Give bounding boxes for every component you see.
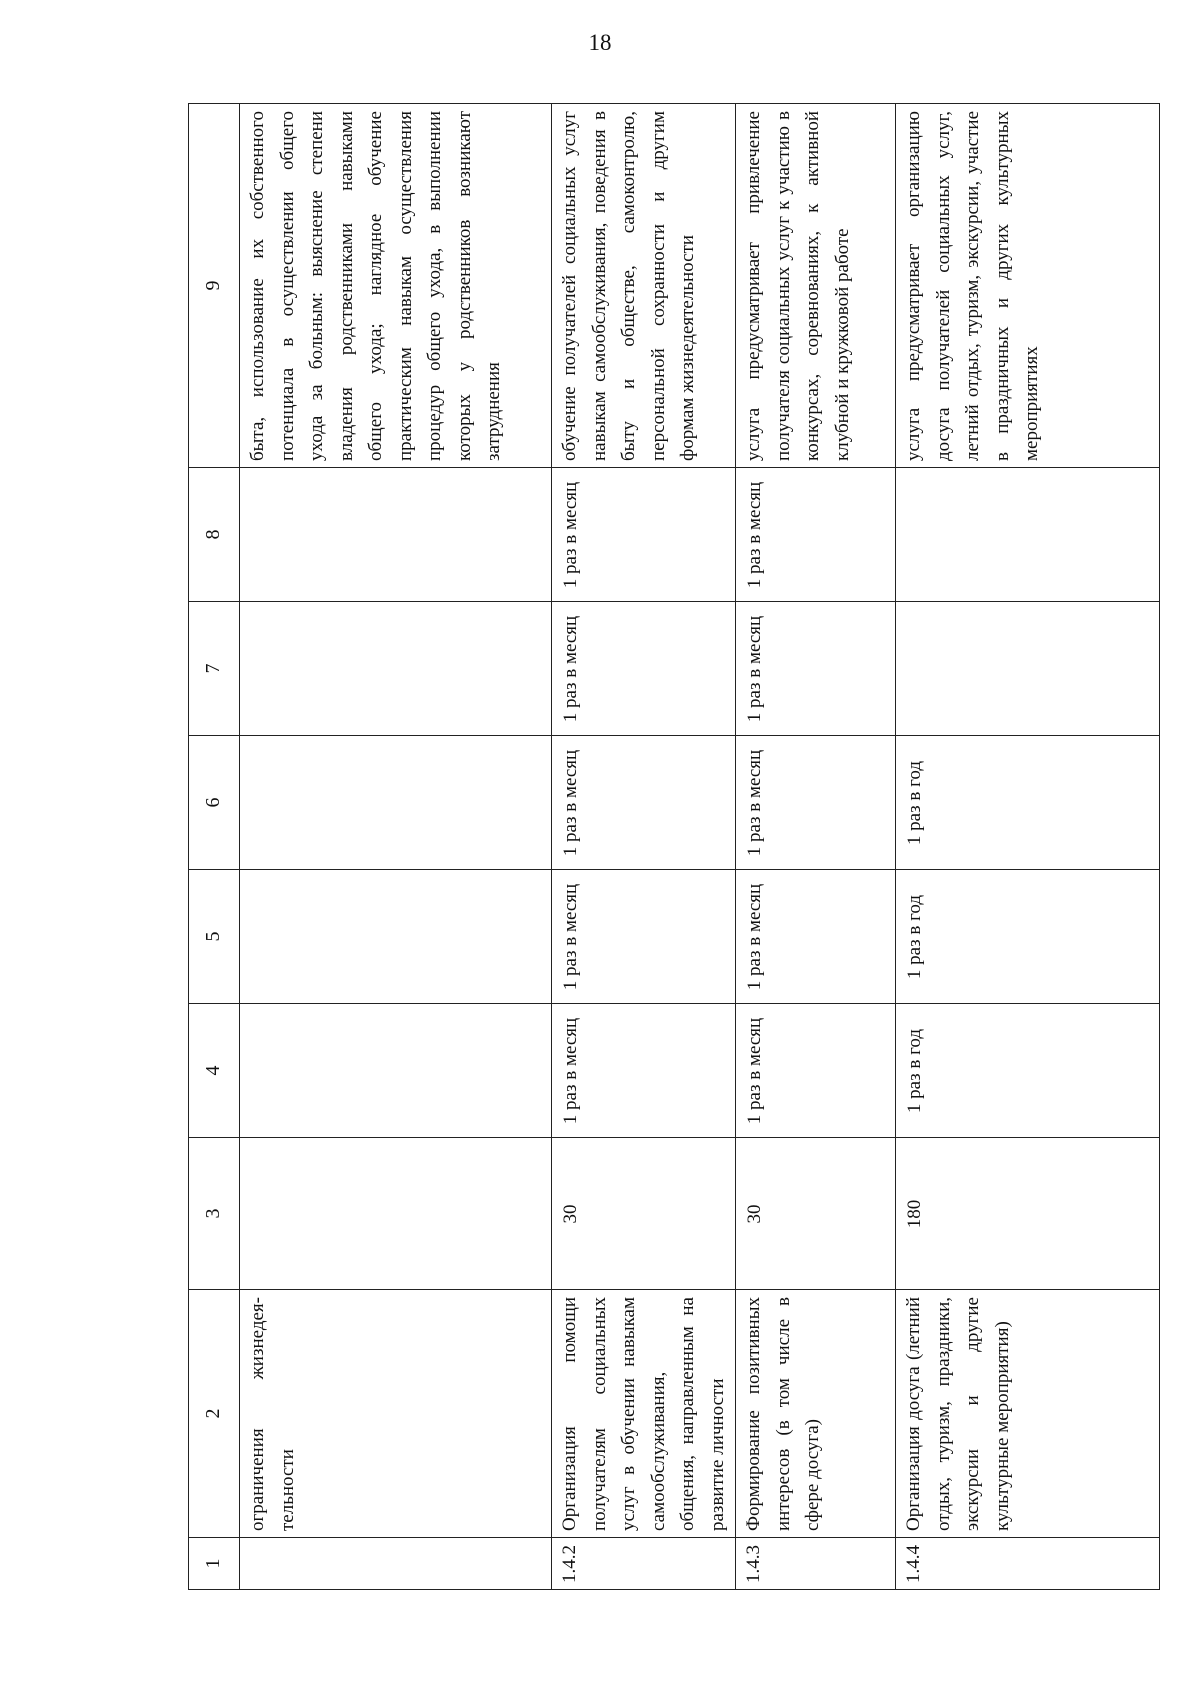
cell-col-8-text (896, 468, 903, 601)
cell-col-6 (736, 736, 896, 870)
header-col-3: 3 (189, 1138, 240, 1290)
cell-service-text: ограничения жизнедея-тельности (247, 1297, 298, 1531)
cell-description (552, 104, 736, 468)
cell-description-text: быта, использование их собственного потенциала в осуществлении общего ухода за больным: выяснение степени владения родственниками навыками общего ухода; наглядное обучение практическим навыкам осуществления процедур общего ухода, в выполнении которых у родственников возникают затруднения (247, 111, 504, 461)
cell-col-5-text: 1 раз в год (904, 894, 925, 980)
cell-col-7 (896, 602, 1160, 736)
cell-col-7 (552, 602, 736, 736)
cell-col-8 (552, 468, 736, 602)
header-row (189, 104, 240, 1590)
cell-col-3-text: 180 (904, 1199, 925, 1229)
cell-col-5 (896, 870, 1160, 1004)
cell-service-text: Организация помощи получателям социальных услуг в обучении навыкам самообслуживания, общения, направленным на развитие личности (559, 1297, 728, 1531)
cell-service (240, 1290, 552, 1538)
cell-col-8 (896, 468, 1160, 602)
cell-col-4-text: 1 раз в год (904, 1028, 925, 1114)
cell-service (552, 1290, 736, 1538)
cell-number-text: 1.4.2 (559, 1545, 580, 1583)
cell-col-8 (240, 468, 552, 602)
cell-col-3 (896, 1138, 1160, 1290)
cell-col-7-text (896, 602, 903, 735)
cell-service-text: Организация досуга (летний отдых, туризм, праздники, экскурсии и другие культурные мероприятия) (903, 1297, 1013, 1531)
cell-col-5-text: 1 раз в месяц (744, 883, 765, 991)
header-col-9: 9 (189, 104, 240, 468)
cell-description (896, 104, 1160, 468)
cell-col-8-text: 1 раз в месяц (744, 481, 765, 589)
cell-col-7-text: 1 раз в месяц (560, 615, 581, 723)
table-row (896, 104, 1160, 1590)
cell-col-5-text: 1 раз в месяц (560, 883, 581, 991)
cell-col-3 (736, 1138, 896, 1290)
cell-col-8 (736, 468, 896, 602)
table-row (240, 104, 552, 1590)
cell-col-6-text: 1 раз в год (904, 760, 925, 846)
cell-number-text: 1.4.3 (743, 1545, 764, 1583)
cell-col-3-text: 30 (560, 1204, 581, 1224)
header-col-6: 6 (189, 736, 240, 870)
cell-service-text: Формирование позитивных интересов (в том числе в сфере досуга) (743, 1297, 823, 1531)
cell-description (240, 104, 552, 468)
header-col-2: 2 (189, 1290, 240, 1538)
cell-description-text: услуга предусматривает привлечение получателя социальных услуг к участию в конкурсах, соревнованиях, к активной клубной и кружковой работе (743, 111, 853, 461)
cell-col-7-text: 1 раз в месяц (744, 615, 765, 723)
cell-col-7 (736, 602, 896, 736)
cell-col-6 (240, 736, 552, 870)
cell-service (896, 1290, 1160, 1538)
header-col-1: 1 (189, 1538, 240, 1590)
cell-description-text: обучение получателей социальных услуг навыкам самообслуживания, поведения в быту и обществе, самоконтролю, персональной сохранности и другим формам жизнедеятельности (559, 111, 698, 461)
cell-number (896, 1538, 1160, 1590)
cell-col-4-text: 1 раз в месяц (744, 1017, 765, 1125)
header-col-8: 8 (189, 468, 240, 602)
cell-col-6 (552, 736, 736, 870)
cell-description (736, 104, 896, 468)
cell-col-8-text: 1 раз в месяц (560, 481, 581, 589)
header-col-4: 4 (189, 1004, 240, 1138)
cell-col-7 (240, 602, 552, 736)
cell-col-4 (240, 1004, 552, 1138)
cell-col-5 (240, 870, 552, 1004)
services-table (188, 103, 1160, 1590)
cell-col-3-text: 30 (744, 1204, 765, 1224)
cell-col-5-text (240, 870, 247, 1003)
cell-number (552, 1538, 736, 1590)
page-number: 18 (588, 30, 612, 55)
cell-col-4 (736, 1004, 896, 1138)
cell-col-3 (552, 1138, 736, 1290)
cell-col-4-text: 1 раз в месяц (560, 1017, 581, 1125)
cell-number (240, 1538, 552, 1590)
cell-col-6-text: 1 раз в месяц (744, 749, 765, 857)
table-row (736, 104, 896, 1590)
header-col-7: 7 (189, 602, 240, 736)
cell-col-5 (552, 870, 736, 1004)
cell-service (736, 1290, 896, 1538)
cell-col-3 (240, 1138, 552, 1290)
cell-number-text: 1.4.4 (903, 1545, 924, 1583)
cell-description-text: услуга предусматривает организацию досуга получателей социальных услуг, летний отдых, туризм, экскурсии, участие в праздничных и других культурных мероприятиях (903, 111, 1042, 461)
cell-col-4 (896, 1004, 1160, 1138)
header-col-5: 5 (189, 870, 240, 1004)
cell-col-4-text (240, 1004, 247, 1137)
cell-col-8-text (240, 468, 247, 601)
cell-col-3-text (240, 1138, 247, 1289)
cell-number (736, 1538, 896, 1590)
cell-col-7-text (240, 602, 247, 735)
cell-col-6-text: 1 раз в месяц (560, 749, 581, 857)
cell-col-6 (896, 736, 1160, 870)
rotated-table-container (188, 104, 1158, 1590)
cell-col-6-text (240, 736, 247, 869)
table-row (552, 104, 736, 1590)
cell-col-5 (736, 870, 896, 1004)
cell-col-4 (552, 1004, 736, 1138)
cell-number-text (240, 1538, 246, 1589)
